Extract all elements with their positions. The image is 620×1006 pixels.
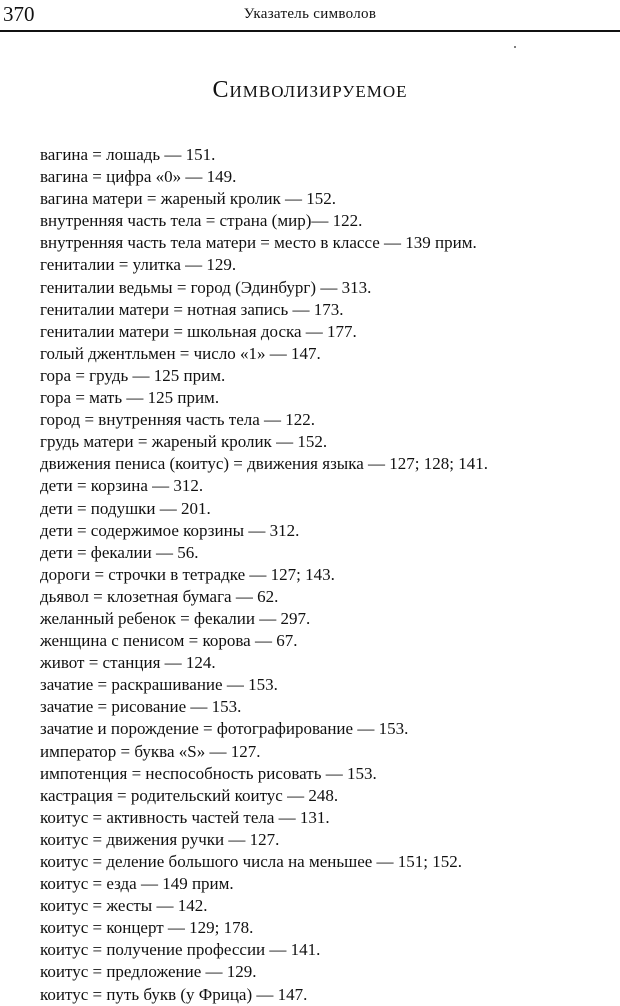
header-rule [0,30,620,32]
index-entry: желанный ребенок = фекалии — 297. [40,608,311,628]
index-entry: вагина = цифра «0» — 149. [40,167,237,187]
index-entry: дороги = строчки в тетрадке — 127; 143. [40,564,335,584]
index-entry: зачатие и порождение = фотографирование — 153. [40,719,409,739]
index-entry: внутренняя часть тела матери = место в классе — 139 прим. [40,233,477,253]
print-speck [514,46,516,48]
index-entry: вагина = лошадь — 151. [40,145,216,164]
index-entry: дети = подушки — 201. [40,498,211,518]
index-entry: коитус = езда — 149 прим. [40,874,234,894]
index-entry: зачатие = рисование — 153. [40,697,242,717]
index-entry: дети = корзина — 312. [40,476,204,496]
index-entry: гениталии = улитка — 129. [40,255,237,275]
index-entry: грудь матери = жареный кролик — 152. [40,432,328,452]
index-entry: кастрация = родительский коитус — 248. [40,785,339,805]
index-entry: дьявол = клозетная бумага — 62. [40,586,279,606]
index-entry: вагина матери = жареный кролик — 152. [40,189,337,209]
section-title: Символизируемое [212,77,408,103]
index-entry: женщина с пенисом = корова — 67. [40,631,298,651]
index-entry: внутренняя часть тела = страна (мир)— 122. [40,211,363,231]
index-entry: коитус = жесты — 142. [40,896,208,916]
index-entry: импотенция = неспособность рисовать — 153. [40,763,377,783]
index-entry: коитус = предложение — 129. [40,962,257,982]
index-entry: гора = мать — 125 прим. [40,388,220,408]
index-entry: гениталии ведьмы = город (Эдинбург) — 313. [40,277,372,297]
running-head [0,0,620,30]
index-entry: дети = содержимое корзины — 312. [40,520,300,540]
index-entry: голый джентльмен = число «1» — 147. [40,343,321,363]
index-entry: зачатие = раскрашивание — 153. [40,675,278,695]
index-entry: гениталии матери = нотная запись — 173. [40,299,344,319]
index-entry: коитус = концерт — 129; 178. [40,918,254,938]
index-entry: дети = фекалии — 56. [40,542,199,562]
index-entry: город = внутренняя часть тела — 122. [40,410,316,430]
index-entry: император = буква «S» — 127. [40,741,261,761]
index-entry: коитус = движения ручки — 127. [40,829,280,849]
page-number: 370 [3,2,35,26]
index-entry: движения пениса (коитус) = движения языка — 127; 128; 141. [40,454,488,474]
running-title: Указатель символов [243,6,377,22]
index-entry: коитус = получение профессии — 141. [40,940,321,960]
index-entry: гора = грудь — 125 прим. [40,365,226,385]
index-entry: коитус = активность частей тела — 131. [40,807,330,827]
index-entry: гениталии матери = школьная доска — 177. [40,321,357,341]
index-entry: живот = станция — 124. [40,653,216,673]
index-entry: коитус = деление большого числа на меньшее — 151; 152. [40,852,463,871]
symbol-index-list [40,144,610,1006]
index-entry: коитус = путь букв (у Фрица) — 147. [40,984,308,1004]
